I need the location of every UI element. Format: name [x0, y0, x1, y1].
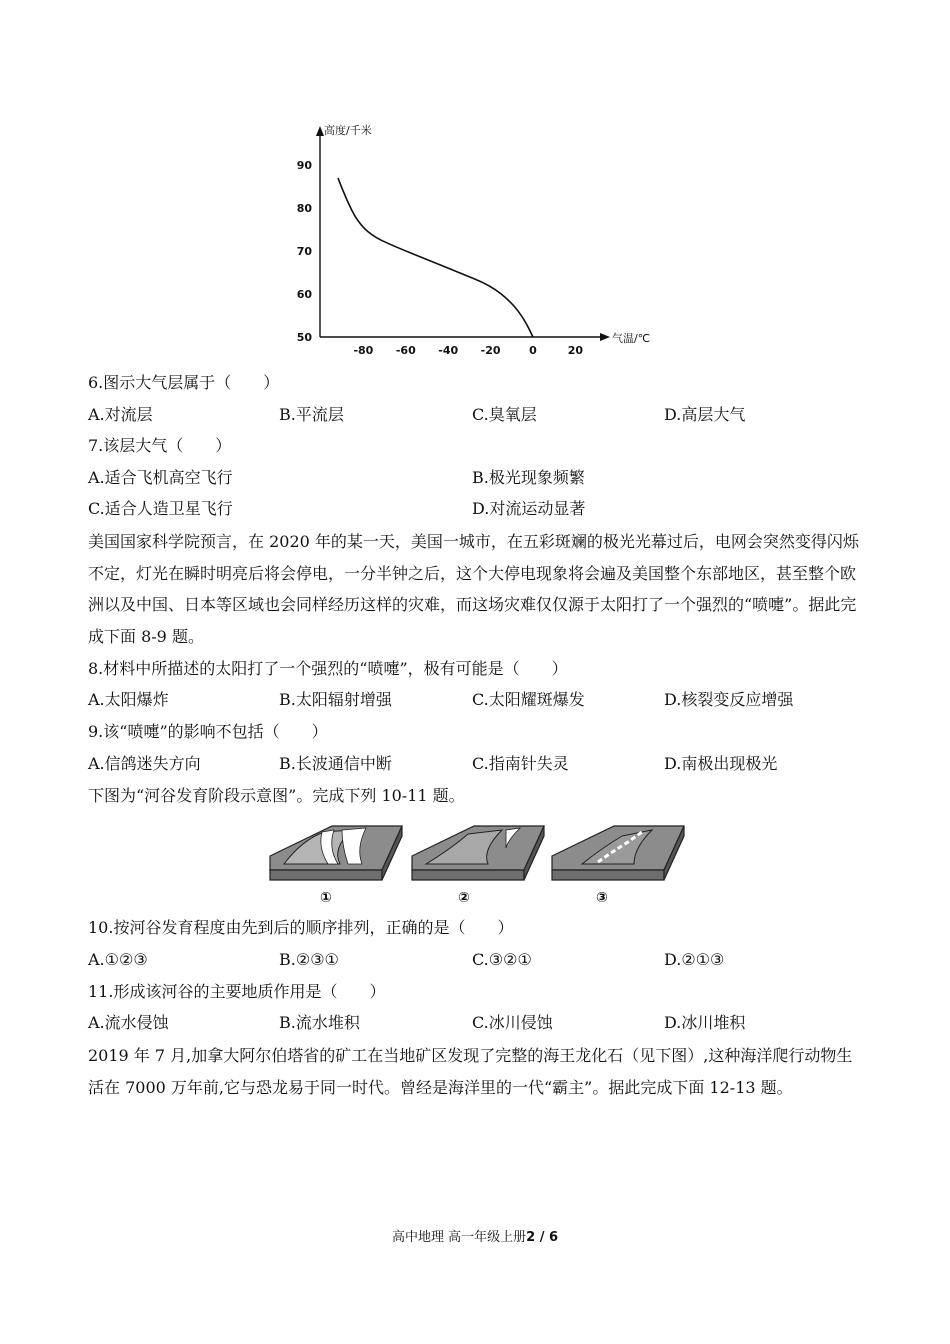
chart-axes [316, 126, 610, 341]
temperature-curve [338, 178, 533, 337]
q9-option-b: B.长波通信中断 [279, 754, 392, 773]
y-tick-label: 50 [296, 331, 312, 344]
x-tick-label: -60 [395, 344, 416, 357]
chart-ticks [297, 159, 584, 357]
q8-option-a: A.太阳爆炸 [88, 690, 169, 709]
figure-label-1: ① [320, 890, 332, 906]
x-tick-label: -20 [480, 344, 501, 357]
river-valley-figure [262, 818, 702, 910]
y-axis-label: 高度/千米 [324, 124, 372, 137]
q7-option-b: B.极光现象频繁 [472, 468, 585, 487]
material-12-13: 2019 年 7 月,加拿大阿尔伯塔省的矿工在当地矿区发现了完整的海王龙化石（见下图）,这种海洋爬行动物生活在 7000 万年前,它与恐龙易于同一时代。曾经是海洋里的一代“霸主”。据此完成下面 12-13 题。 [88, 1046, 853, 1097]
x-tick-label: 0 [529, 344, 537, 357]
question-7-stem: 7.该层大气（ ） [88, 436, 232, 455]
q8-option-b: B.太阳辐射增强 [279, 690, 392, 709]
x-tick-label: 20 [567, 344, 584, 357]
footer-page-number: 2 / 6 [526, 1230, 559, 1245]
y-tick-label: 60 [296, 288, 312, 301]
q6-option-d: D.高层大气 [664, 405, 746, 424]
y-tick-label: 80 [296, 202, 312, 215]
q7-option-d: D.对流运动显著 [472, 499, 586, 518]
page-footer [0, 1226, 950, 1245]
q11-option-a: A.流水侵蚀 [88, 1013, 169, 1032]
valley-block-1 [270, 826, 402, 880]
q11-option-c: C.冰川侵蚀 [472, 1013, 553, 1032]
temperature-altitude-chart [280, 118, 660, 358]
question-8-stem: 8.材料中所描述的太阳打了一个强烈的“喷嚏”，极有可能是（ ） [88, 659, 568, 678]
material-10-11: 下图为“河谷发育阶段示意图”。完成下列 10-11 题。 [88, 786, 465, 805]
q7-option-c: C.适合人造卫星飞行 [88, 499, 233, 518]
q9-option-c: C.指南针失灵 [472, 754, 569, 773]
valley-block-2 [412, 826, 544, 880]
y-axis-arrow [316, 126, 324, 136]
q10-option-b: B.②③① [279, 950, 339, 969]
q11-option-b: B.流水堆积 [279, 1013, 360, 1032]
q9-option-a: A.信鸽迷失方向 [88, 754, 201, 773]
q10-option-c: C.③②① [472, 950, 532, 969]
q8-option-d: D.核裂变反应增强 [664, 690, 794, 709]
q6-option-c: C.臭氧层 [472, 405, 537, 424]
figure-label-2: ② [458, 890, 470, 906]
q6-option-b: B.平流层 [279, 405, 344, 424]
x-axis-label: 气温/℃ [612, 332, 651, 345]
y-tick-label: 90 [296, 159, 312, 172]
valley-block-3 [552, 826, 684, 880]
question-10-stem: 10.按河谷发育程度由先到后的顺序排列，正确的是（ ） [88, 918, 514, 937]
question-9-stem: 9.该“喷嚏”的影响不包括（ ） [88, 722, 328, 741]
question-11-stem: 11.形成该河谷的主要地质作用是（ ） [88, 982, 386, 1001]
q8-option-c: C.太阳耀斑爆发 [472, 690, 585, 709]
footer-text: 高中地理 高一年级上册 [391, 1230, 527, 1245]
q6-option-a: A.对流层 [88, 405, 153, 424]
material-8-9: 美国国家科学院预言，在 2020 年的某一天，美国一城市，在五彩斑斓的极光光幕过后，电网会突然变得闪烁不定，灯光在瞬时明亮后将会停电，一分半钟之后，这个大停电现象将会遍及美国整个东部地区，甚至整个欧洲以及中国、日本等区域也会同样经历这样的灾难，而这场灾难仅仅源于太阳打了一个强烈的“喷嚏”。据此完成下面 8-9 题。 [88, 532, 859, 646]
q10-option-a: A.①②③ [88, 950, 148, 969]
x-tick-label: -80 [353, 344, 374, 357]
y-tick-label: 70 [296, 245, 312, 258]
x-axis-arrow [600, 333, 610, 341]
figure-label-3: ③ [596, 890, 608, 906]
chart-series [338, 178, 533, 337]
q10-option-d: D.②①③ [664, 950, 725, 969]
q7-option-a: A.适合飞机高空飞行 [88, 468, 233, 487]
x-tick-label: -40 [438, 344, 459, 357]
question-6-stem: 6.图示大气层属于（ ） [88, 373, 280, 392]
q11-option-d: D.冰川堆积 [664, 1013, 746, 1032]
q9-option-d: D.南极出现极光 [664, 754, 778, 773]
